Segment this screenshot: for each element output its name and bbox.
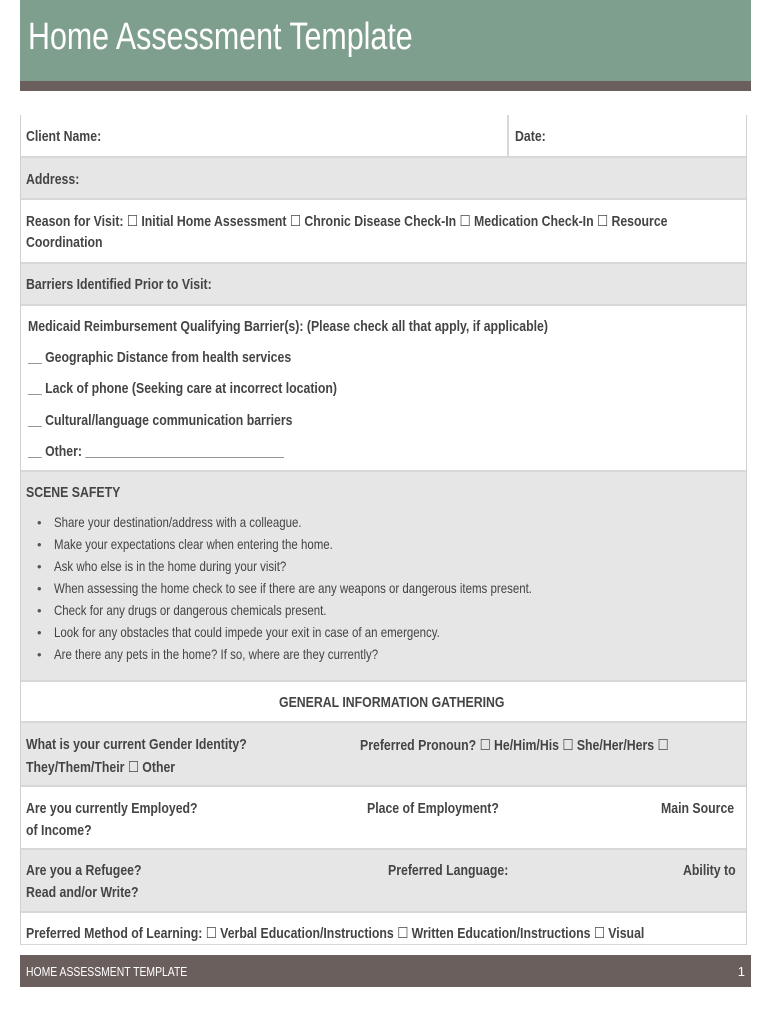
barriers-row (21, 264, 746, 306)
medicaid-row (21, 306, 746, 472)
barriers-prior-label[interactable]: Barriers Identified Prior to Visit: (26, 276, 212, 293)
assessment-form (20, 115, 747, 945)
bullet-icon: • (37, 537, 42, 552)
page-title: Home Assessment Template (28, 16, 413, 58)
medicaid-item[interactable]: __ Cultural/language communication barriers (28, 412, 293, 429)
general-heading-row (21, 682, 746, 723)
learning-method-options[interactable]: Preferred Method of Learning: ☐ Verbal Education/Instructions ☐ Written Education/Instructions ☐ Visual (26, 925, 645, 942)
page-header (20, 0, 751, 81)
reason-row (21, 200, 746, 264)
client-name-label[interactable]: Client Name: (26, 128, 102, 145)
pronoun-options[interactable]: Preferred Pronoun? ☐ He/Him/His ☐ She/Her/Hers ☐ (360, 737, 669, 754)
income-source-label[interactable]: Main Source (661, 800, 735, 817)
general-info-heading: GENERAL INFORMATION GATHERING (279, 694, 505, 711)
gender-identity-label[interactable]: What is your current Gender Identity? (26, 736, 247, 753)
income-source-continued: of Income? (26, 822, 92, 839)
scene-safety-heading: SCENE SAFETY (26, 484, 121, 501)
literacy-continued: Read and/or Write? (26, 884, 139, 901)
bullet-icon: • (37, 625, 42, 640)
date-label[interactable]: Date: (515, 128, 546, 145)
bullet-icon: • (37, 603, 42, 618)
client-row (21, 115, 746, 158)
bullet-icon: • (37, 581, 42, 596)
employment-row (21, 787, 746, 850)
column-divider (507, 115, 509, 156)
medicaid-item[interactable]: __ Geographic Distance from health services (28, 349, 292, 366)
pronoun-options-continued[interactable]: They/Them/Their ☐ Other (26, 759, 176, 776)
medicaid-item[interactable]: __ Lack of phone (Seeking care at incorrect location) (28, 380, 337, 397)
gender-row (21, 723, 746, 787)
employment-place-label[interactable]: Place of Employment? (367, 800, 499, 817)
medicaid-heading: Medicaid Reimbursement Qualifying Barrier(s): (Please check all that apply, if applicable) (28, 318, 548, 335)
medicaid-item[interactable]: __ Other: _____________________________ (28, 443, 284, 460)
reason-for-visit-continued: Coordination (26, 234, 103, 251)
page-footer (20, 955, 751, 987)
footer-title: HOME ASSESSMENT TEMPLATE (26, 964, 188, 979)
header-divider (20, 81, 751, 91)
address-row (21, 158, 746, 200)
bullet-icon: • (37, 559, 42, 574)
refugee-label[interactable]: Are you a Refugee? (26, 862, 142, 879)
learning-row (21, 913, 746, 945)
literacy-label[interactable]: Ability to (683, 862, 736, 879)
page-number: 1 (737, 964, 745, 979)
scene-safety-row: SCENE SAFETY • Share your destination/address with a colleague. • Make your expectations clear when entering the home. • Ask who else is in the home during your visit? • When assessing the home check to see if there are any weapons or dangerous items present. • Check for any drugs or dangerous chemicals present. • Look for any obstacles that could impede your exit in case of an emergency. • Are there any pets in the home? If so, where are they currently? (21, 472, 746, 682)
reason-for-visit-options[interactable]: Reason for Visit: ☐ Initial Home Assessment ☐ Chronic Disease Check-In ☐ Medication Check-In ☐ Resource (26, 213, 668, 230)
employed-label[interactable]: Are you currently Employed? (26, 800, 198, 817)
bullet-icon: • (37, 647, 42, 662)
address-label[interactable]: Address: (26, 171, 80, 188)
preferred-language-label[interactable]: Preferred Language: (388, 862, 509, 879)
bullet-icon: • (37, 515, 42, 530)
refugee-row (21, 850, 746, 913)
